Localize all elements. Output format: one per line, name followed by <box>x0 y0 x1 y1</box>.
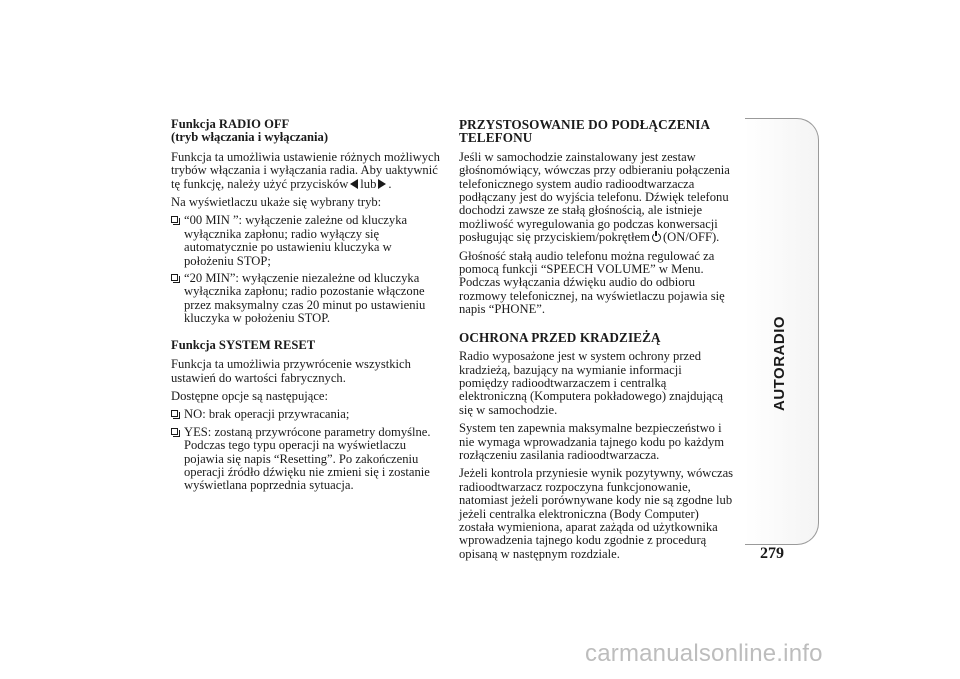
list-item-text: “20 MIN”: wyłączenie niezależne od kluczyka wyłącznika zapłonu; radio pozostanie włączone przez maksymalny czas 20 minut po ustawieniu kluczyka w położeniu STOP. <box>184 271 426 326</box>
speech-volume-paragraph: Głośność stałą audio telefonu można regulować za pomocą funkcji “SPEECH VOLUME” w Menu. Podczas wyłączania dźwięku audio do odbioru rozmowy telefonicznej, na wyświetlaczu pojawia się napis “PHONE”. <box>459 248 725 317</box>
radio-off-subheading: (tryb włączania i wyłączania) <box>171 130 329 145</box>
right-arrow-icon <box>378 179 386 189</box>
section-tab-label: AUTORADIO <box>771 315 788 411</box>
radio-off-heading: Funkcja RADIO OFF <box>171 117 290 131</box>
checkbox-bullet-icon <box>171 216 178 223</box>
options-paragraph: Dostępne opcje są następujące: <box>171 388 329 403</box>
phone-text: Jeśli w samochodzie zainstalowany jest zestaw głośnomówiący, wówczas przy odbieraniu połączenia telefonicznego system audio radioodtwarzacza podłączany jest do wyjścia telefonu. Dźwięk telefonu dochodzi zawsze ze stałą głośnością, ale istnieje możliwość wyregulowania go podczas konwersacji posługując się przyciskiem/pokrętłem <box>459 149 730 245</box>
power-knob-icon <box>652 233 661 242</box>
phone-heading: PRZYSTOSOWANIE DO PODŁĄCZENIA TELEFONU <box>459 117 710 146</box>
left-column <box>171 118 441 497</box>
anti-theft-paragraph-1: Radio wyposażone jest w system ochrony przed kradzieżą, bazujący na wymianie informacji pomiędzy radioodtwarzaczem i centralką elektroniczną (Komputera pokładowego) znajdującą się w samochodzie. <box>459 349 724 417</box>
system-reset-heading: Funkcja SYSTEM RESET <box>171 337 316 352</box>
left-arrow-icon <box>350 179 358 189</box>
anti-theft-paragraph-2: System ten zapewnia maksymalne bezpieczeństwo i nie wymaga wprowadzania tajnego kodu po każdym rozłączeniu zasilania radioodtwarzacza. <box>459 421 725 462</box>
anti-theft-heading: OCHRONA PRZED KRADZIEŻĄ <box>459 329 661 345</box>
checkbox-bullet-icon <box>171 428 178 435</box>
or-text: lub <box>360 176 377 191</box>
anti-theft-paragraph-3: Jeżeli kontrola przyniesie wynik pozytywny, wówczas radioodtwarzacz rozpoczyna funkcjonowanie, natomiast jeżeli porównywane kody nie są zgodne lub jeżeli centralka elektroniczna (Body Computer) została wymieniona, aparat zażąda od użytkownika wprowadzenia tajnego kodu zgodnie z procedurą opisaną w następnym rozdziale. <box>459 466 734 561</box>
checkbox-bullet-icon <box>171 410 178 417</box>
section-tab <box>745 118 819 545</box>
phone-paragraph <box>459 151 734 245</box>
right-column <box>459 118 734 566</box>
display-mode-paragraph: Na wyświetlaczu ukaże się wybrany tryb: <box>171 195 382 210</box>
list-item-text: “00 MIN ”: wyłączenie zależne od kluczyka wyłącznika zapłonu; radio wyłączy się automatycznie po ustawieniu kluczyka w położeniu STOP; <box>184 213 408 268</box>
list-item <box>171 426 441 493</box>
watermark: carmanualsonline.info <box>585 640 823 667</box>
list-item-text: NO: brak operacji przywracania; <box>184 407 350 422</box>
period-text: . <box>388 176 392 191</box>
page-number: 279 <box>760 545 784 562</box>
system-reset-paragraph: Funkcja ta umożliwia przywrócenie wszystkich ustawień do wartości fabrycznych. <box>171 357 411 385</box>
list-item-text: YES: zostaną przywrócone parametry domyślne. Podczas tego typu operacji na wyświetlaczu pojawia się napis “Resetting”. Po zakończeniu operacji źródło dźwięku nie zmieni się i zostanie wyświetlana poprzednia sytuacja. <box>184 424 431 493</box>
checkbox-bullet-icon <box>171 274 178 281</box>
list-item <box>171 272 441 326</box>
list-item <box>171 214 441 268</box>
radio-off-paragraph <box>171 151 441 191</box>
list-item <box>171 408 441 421</box>
radio-off-text: Funkcja ta umożliwia ustawienie różnych możliwych trybów włączania i wyłączania radia. Aby uaktywnić tę funkcję, należy użyć przycisków <box>171 149 440 191</box>
on-off-text: (ON/OFF). <box>662 230 720 245</box>
